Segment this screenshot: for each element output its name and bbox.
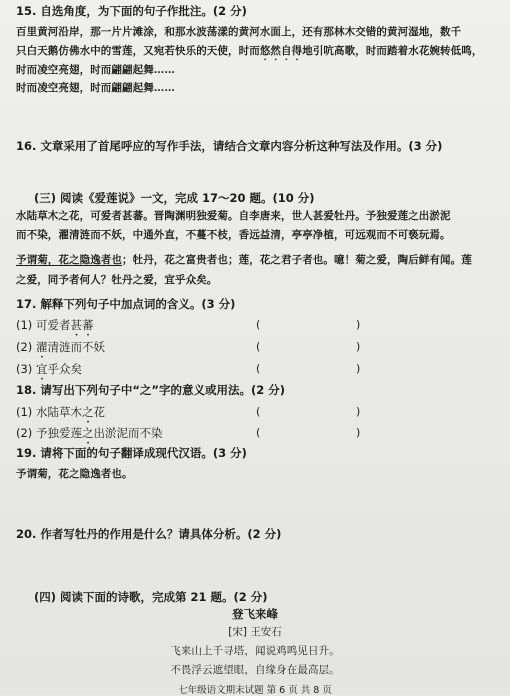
- section4-heading: (四) 阅读下面的诗歌，完成第 21 题。(2 分): [34, 590, 268, 604]
- q17-answer-blank-3[interactable]: (: [256, 362, 261, 375]
- q15-passage-line-3: 时而凌空亮翅，时而翩翩起舞……: [16, 64, 175, 76]
- q18-prompt: 18. 请写出下列句子中“之”字的意义或用法。(2 分): [16, 383, 286, 397]
- q16-prompt: 16. 文章采用了首尾呼应的写作手法，请结合文章内容分析这种写法及作用。(3 分): [16, 139, 443, 153]
- q18-item-2: (2) 予独爱莲之出淤泥而不染: [16, 426, 163, 440]
- q15-passage-line-2: 只白天鹅仿佛水中的雪莲，又宛若快乐的天使，时而悠然自得地引吭高歌，时而踏着水花婉转低鸣，: [16, 45, 483, 57]
- poem-author: [宋] 王安石: [228, 626, 282, 638]
- q17-answer-blank-2[interactable]: (: [256, 340, 261, 353]
- q17-answer-blank-1[interactable]: (: [256, 318, 261, 331]
- ailian-line-3: 予谓菊，花之隐逸者也；牡丹，花之富贵者也；莲，花之君子者也。噫！菊之爱，陶后鲜有闻。莲: [16, 254, 472, 266]
- poem-title: 登飞来峰: [232, 607, 278, 621]
- q18-answer-blank-1[interactable]: (: [256, 405, 261, 418]
- q15-passage-line-4: 时而凌空亮翅，时而翩翩起舞……: [16, 82, 175, 94]
- q15-emphasized-word: 悠然自得: [259, 45, 303, 57]
- q15-passage-line-1: 百里黄河沿岸，那一片片滩涂，和那水波荡漾的黄河水面上，还有那林木交错的黄河湿地，数千: [16, 26, 462, 38]
- poem-line-2: 不畏浮云遮望眼，自缘身在最高层。: [170, 664, 340, 676]
- ailian-underlined-sentence: 予谓菊，花之隐逸者也: [16, 254, 122, 266]
- ailian-line-4: 之爱，同予者何人？牡丹之爱，宜乎众矣。: [16, 274, 218, 286]
- exam-page: 15. 自选角度，为下面的句子作批注。(2 分) 百里黄河沿岸，那一片片滩涂，和那水波荡漾的黄河水面上，还有那林木交错的黄河湿地，数千 只白天鹅仿佛水中的雪莲，又宛若快乐的天使，时而悠然自得地引吭高歌，时而踏着水花婉转低鸣， 时而凌空亮翅，时而翩翩起舞…… 时而凌空亮翅，时而翩翩起舞…… 16. 文章采用了首尾呼应的写作手法，请结合文章内容分析这种写法及作用。(3 分) (三) 阅读《爱莲说》一文，完成 17～20 题。(10 分) 水陆草木之花，可爱者甚蕃。晋陶渊明独爱菊。自李唐来，世人甚爱牡丹。予独爱莲之出淤泥 而不染，濯清涟而不妖，中通外直，不蔓不枝，香远益清，亭亭净植，可远观而不可亵玩焉。 予谓菊，花之隐逸者也；牡丹，花之富贵者也；莲，花之君子者也。噫！菊之爱，陶后鲜有闻。莲 之爱，同予者何人？牡丹之爱，宜乎众矣。 17. 解释下列句子中加点词的含义。(3 分) (1) 可爱者甚蕃 ( ) (2) 濯清涟而不妖 ( ) (3) 宜乎众矣 ( ) 18. 请写出下列句子中“之”字的意义或用法。(2 分) (1) 水陆草木之花 ( ) (2) 予独爱莲之出淤泥而不染 ( ) 19. 请将下面的句子翻译成现代汉语。(3 分) 予谓菊，花之隐逸者也。 20. 作者写牡丹的作用是什么？请具体分析。(2 分) (四) 阅读下面的诗歌，完成第 21 题。(2 分) 登飞来峰 [宋] 王安石 飞来山上千寻塔，闻说鸡鸣见日升。 不畏浮云遮望眼，自缘身在最高层。 七年级语文期末试题 第 6 页 共 8 页: [0, 0, 510, 695]
- q19-sentence: 予谓菊，花之隐逸者也。: [16, 468, 133, 480]
- q18-item-1: (1) 水陆草木之花: [16, 405, 105, 419]
- ailian-line-1: 水陆草木之花，可爱者甚蕃。晋陶渊明独爱菊。自李唐来，世人甚爱牡丹。予独爱莲之出淤泥: [16, 210, 451, 222]
- page-footer: 七年级语文期末试题 第 6 页 共 8 页: [178, 685, 332, 696]
- q20-prompt: 20. 作者写牡丹的作用是什么？请具体分析。(2 分): [16, 527, 282, 541]
- poem-line-1: 飞来山上千寻塔，闻说鸡鸣见日升。: [170, 645, 340, 657]
- q17-item-3: (3) 宜乎众矣: [16, 362, 82, 376]
- q17-item-2: (2) 濯清涟而不妖: [16, 340, 105, 354]
- ailian-line-2: 而不染，濯清涟而不妖，中通外直，不蔓不枝，香远益清，亭亭净植，可远观而不可亵玩焉。: [16, 229, 451, 241]
- q18-answer-blank-2[interactable]: (: [256, 426, 261, 439]
- section3-heading: (三) 阅读《爱莲说》一文，完成 17～20 题。(10 分): [34, 191, 315, 205]
- q15-prompt: 15. 自选角度，为下面的句子作批注。(2 分): [16, 4, 247, 18]
- q17-item-1: (1) 可爱者甚蕃: [16, 318, 94, 332]
- q17-prompt: 17. 解释下列句子中加点词的含义。(3 分): [16, 297, 236, 311]
- q19-prompt: 19. 请将下面的句子翻译成现代汉语。(3 分): [16, 446, 247, 460]
